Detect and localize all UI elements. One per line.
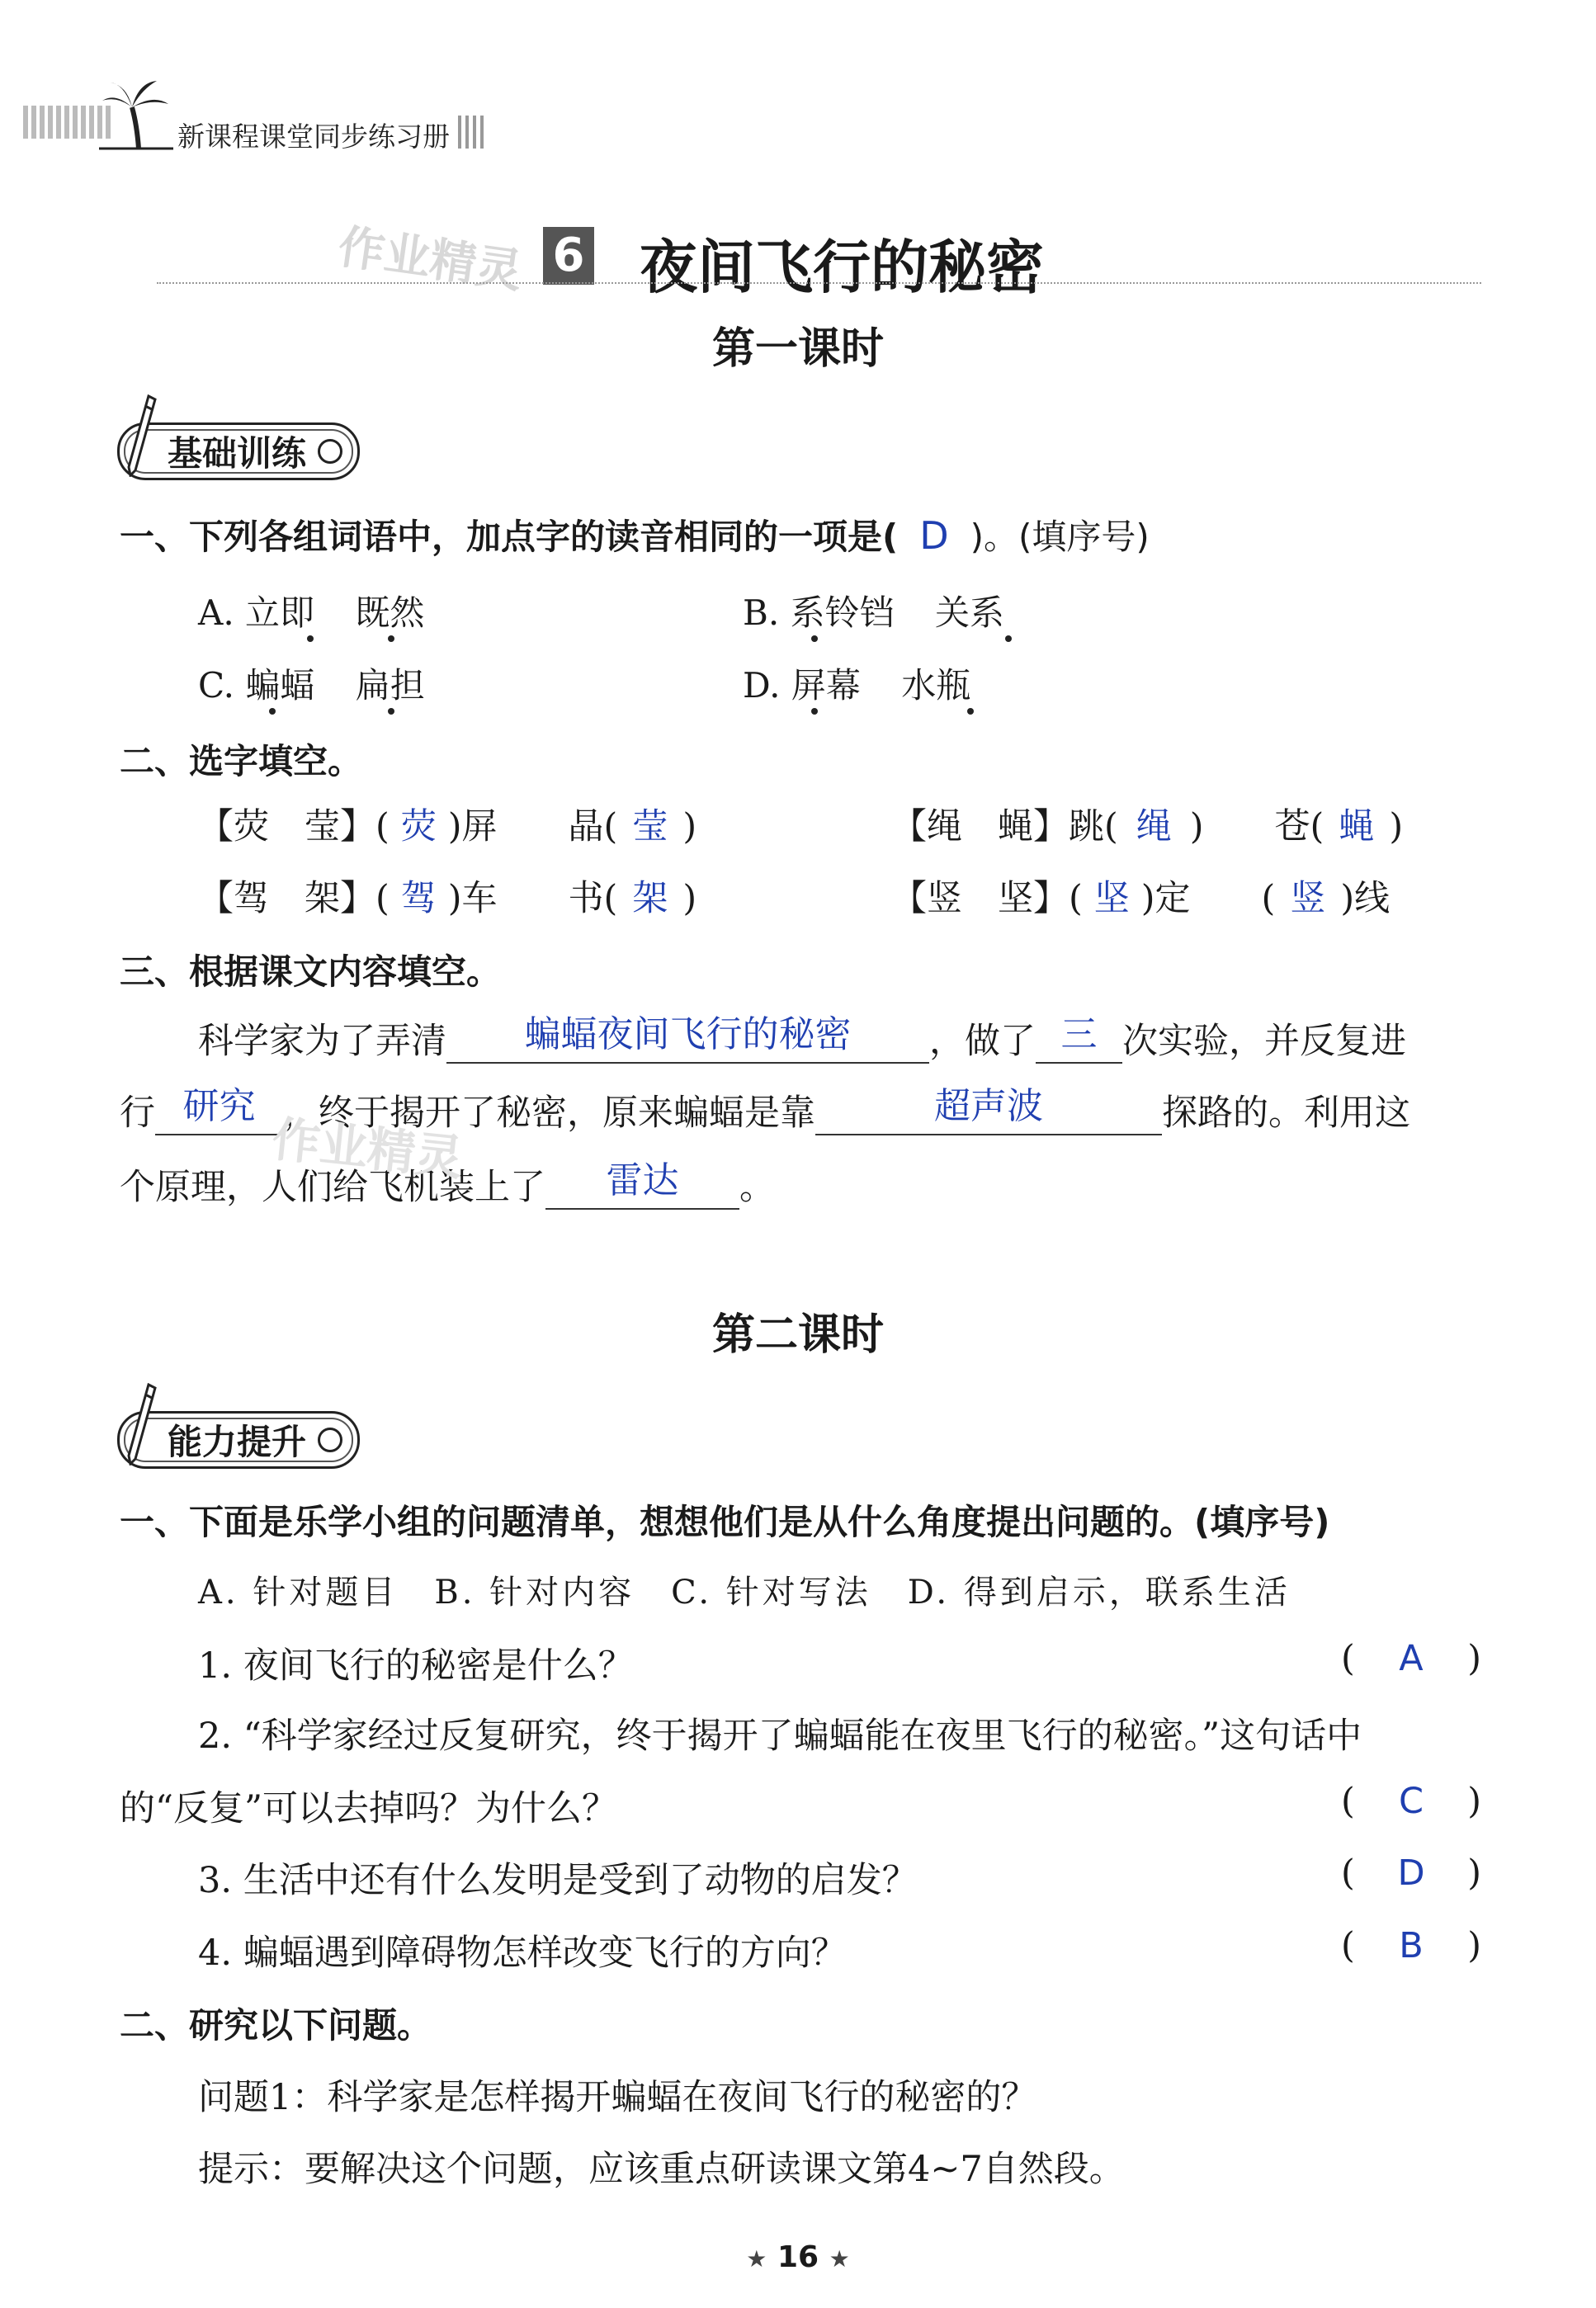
p1-q2-row2-g1	[198, 871, 696, 921]
answer: 坚	[1093, 878, 1130, 919]
option-b-label: B.	[743, 592, 780, 633]
p2-item-1-answer: A	[1399, 1638, 1424, 1679]
p1-q1-text-after: )。(填序号)	[970, 517, 1150, 557]
blank	[446, 1013, 929, 1064]
ring-icon	[318, 439, 342, 464]
pencil-icon	[124, 1383, 157, 1466]
option-c-word2: 扁担	[355, 665, 425, 706]
p2-q2-hint: 提示：要解决这个问题，应该重点研读课文第4~7自然段。	[198, 2149, 1125, 2190]
emphasis-dot	[1005, 635, 1012, 642]
word-end: )	[682, 878, 697, 919]
char-pair: 【绳 蝇】跳(	[891, 806, 1118, 847]
option-b	[743, 586, 1004, 635]
answer: 驾	[400, 878, 437, 919]
word-end: )	[1389, 806, 1404, 847]
header-tail	[458, 116, 488, 149]
text: 次实验，并反复进	[1122, 1021, 1406, 1062]
p2-q1-text: 一、下面是乐学小组的问题清单，想想他们是从什么角度提出问题的。(填序号)	[120, 1502, 1330, 1542]
option-d	[743, 658, 970, 708]
paren-close: )	[1467, 1853, 1481, 1894]
watermark-mid: 作业精灵	[269, 1111, 466, 1187]
emphasis-dot	[967, 708, 974, 715]
text: ，终于揭开了秘密，原来蝙蝠是靠	[283, 1093, 815, 1134]
p1-q1-text: 一、下列各组词语中，加点字的读音相同的一项是(	[120, 517, 899, 557]
answer: 三	[1060, 1013, 1098, 1055]
paren-close: )	[1467, 1638, 1481, 1679]
emphasis-dot	[388, 635, 394, 642]
option-a	[198, 586, 424, 635]
p2-item-4: 4. 蝙蝠遇到障碍物怎样改变飞行的方向？	[198, 1933, 847, 1974]
option-d-label: D.	[743, 665, 781, 706]
word-part: ) 苍(	[1189, 806, 1324, 847]
text: ，做了	[929, 1021, 1036, 1062]
p1-q1-answer: D	[919, 513, 949, 558]
option-a-word2: 既然	[355, 592, 425, 633]
option-c-label: C.	[198, 665, 234, 706]
answer: 研究	[182, 1085, 256, 1127]
part2-heading: 第二课时	[711, 1310, 884, 1360]
text: 。	[739, 1167, 775, 1208]
p2-q1-options: A. 针对题目 B. 针对内容 C. 针对写法 D. 得到启示，联系生活	[198, 1574, 1291, 1612]
option-a-word1: 立即	[245, 592, 315, 633]
blank	[1036, 1013, 1122, 1064]
word-part: )定 (	[1140, 878, 1276, 919]
p2-item-2-cont: 的“反复”可以去掉吗？为什么？	[120, 1788, 617, 1829]
answer: 蝇	[1339, 806, 1375, 847]
emphasis-dot	[269, 708, 276, 715]
p2-q2-problem: 问题1：科学家是怎样揭开蝙蝠在夜间飞行的秘密的？	[198, 2077, 1037, 2118]
p2-item-3-paren	[1341, 1853, 1481, 1894]
paren-close: )	[1467, 1781, 1481, 1822]
p2-item-4-paren	[1341, 1925, 1481, 1966]
title-divider	[157, 282, 1481, 284]
star-icon: ★	[829, 2245, 850, 2273]
option-c	[198, 658, 425, 708]
p2-item-2-answer: C	[1398, 1781, 1424, 1822]
emphasis-dot	[388, 708, 394, 715]
p2-item-1-paren	[1341, 1638, 1481, 1679]
text: 科学家为了弄清	[198, 1021, 446, 1062]
blank	[815, 1085, 1162, 1135]
p1-q2-text: 二、选字填空。	[120, 741, 363, 781]
char-pair: 【驾 架】(	[198, 878, 390, 919]
blank	[545, 1159, 739, 1210]
blank	[155, 1085, 283, 1135]
p1-q2-row2-g2	[891, 871, 1390, 921]
option-d-word2: 水瓶	[901, 665, 971, 706]
option-a-label: A.	[198, 592, 234, 633]
option-d-word1: 屏幕	[791, 665, 861, 706]
word-part: )车 书(	[447, 878, 618, 919]
p1-q3-line1	[198, 1013, 1406, 1064]
answer: 竖	[1290, 878, 1326, 919]
watermark: 作业精灵	[334, 219, 526, 300]
char-pair: 【荧 莹】(	[198, 806, 390, 847]
emphasis-dot	[307, 635, 314, 642]
p2-item-4-answer: B	[1399, 1925, 1424, 1966]
answer: 绳	[1136, 806, 1172, 847]
paren-close: )	[1467, 1925, 1481, 1966]
char-pair: 【竖 坚】(	[891, 878, 1083, 919]
p2-item-3: 3. 生活中还有什么发明是受到了动物的启发？	[198, 1860, 918, 1901]
answer: 超声波	[934, 1085, 1043, 1127]
option-b-word2: 关系	[934, 592, 1004, 633]
p1-q2-row1-g1	[198, 799, 696, 849]
answer: 雷达	[606, 1159, 679, 1201]
star-icon: ★	[746, 2245, 767, 2273]
part1-badge-label: 基础训练	[168, 433, 307, 474]
page-number	[0, 2240, 1596, 2274]
text: 个原理，人们给飞机装上了	[120, 1167, 545, 1208]
paren-open: (	[1341, 1638, 1355, 1679]
word-end: )线	[1340, 878, 1391, 919]
p2-item-2-paren	[1341, 1781, 1481, 1822]
paren-open: (	[1341, 1853, 1355, 1894]
book-title: 新课程课堂同步练习册	[177, 120, 450, 153]
emphasis-dot	[811, 708, 818, 715]
p2-q2-text: 二、研究以下问题。	[120, 2005, 432, 2046]
p1-q2-row1-g2	[891, 799, 1403, 849]
pencil-icon	[124, 394, 157, 477]
word-end: )	[682, 806, 697, 847]
p1-q1	[120, 510, 1150, 559]
answer: 莹	[632, 806, 668, 847]
answer: 架	[632, 878, 668, 919]
paren-open: (	[1341, 1781, 1355, 1822]
p2-item-3-answer: D	[1397, 1853, 1425, 1894]
option-b-word1: 系铃铛	[790, 592, 895, 633]
palm-tree-icon	[99, 76, 173, 150]
p2-item-2: 2. “科学家经过反复研究，终于揭开了蝙蝠能在夜里飞行的秘密。”这句话中	[198, 1716, 1362, 1757]
lesson-title: 夜间飞行的秘密	[640, 233, 1044, 301]
part2-badge-label: 能力提升	[168, 1422, 307, 1462]
lesson-number-badge	[543, 227, 594, 285]
page-number-text: 16	[777, 2240, 819, 2274]
emphasis-dot	[811, 635, 818, 642]
ring-icon	[318, 1428, 342, 1452]
p1-q3-text: 三、根据课文内容填空。	[120, 951, 502, 992]
option-c-word1: 蝙蝠	[245, 665, 315, 706]
part1-heading: 第一课时	[711, 324, 884, 374]
answer: 荧	[400, 806, 437, 847]
lesson-number: 6	[552, 229, 585, 282]
p2-item-1: 1. 夜间飞行的秘密是什么？	[198, 1645, 634, 1687]
paren-open: (	[1341, 1925, 1355, 1966]
answer: 蝙蝠夜间飞行的秘密	[524, 1013, 852, 1055]
text: 探路的。利用这	[1162, 1093, 1410, 1134]
word-part: )屏 晶(	[447, 806, 618, 847]
text: 行	[120, 1093, 155, 1134]
